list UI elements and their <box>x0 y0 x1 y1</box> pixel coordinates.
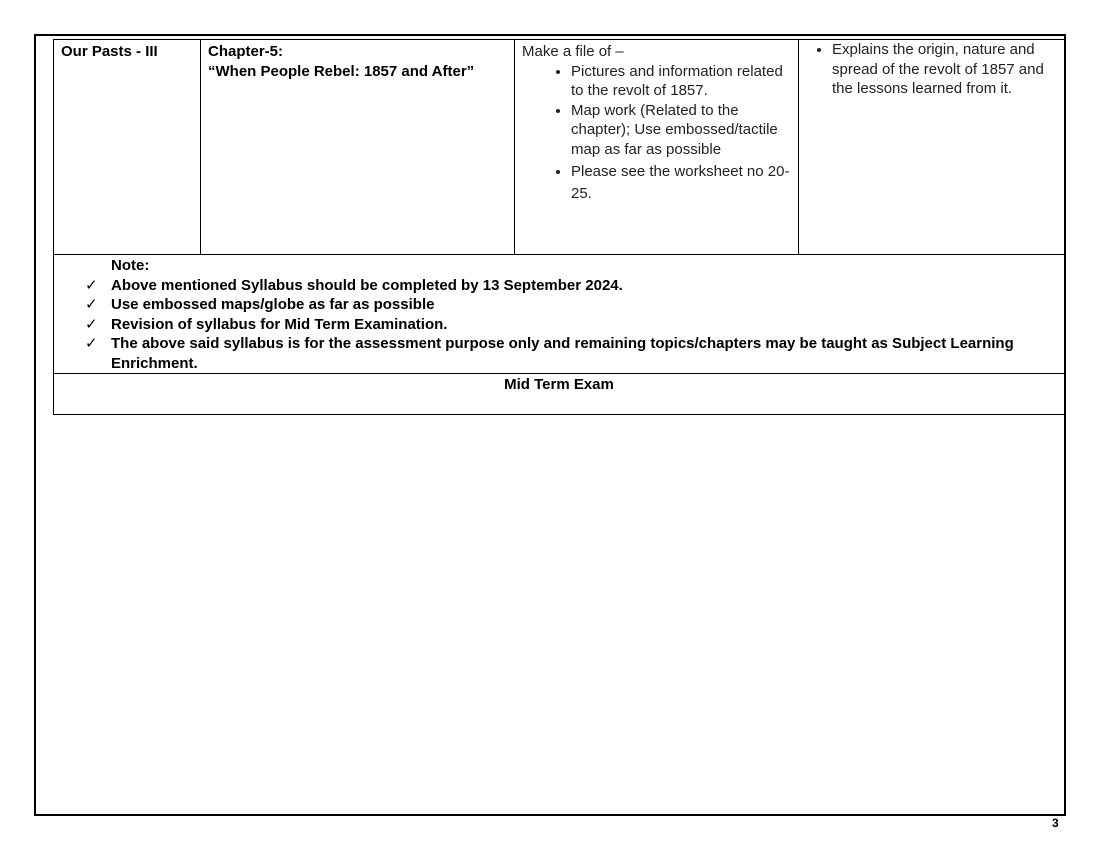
chapter-cell <box>201 40 515 255</box>
note-text: Above mentioned Syllabus should be completed by 13 September 2024. <box>111 276 623 294</box>
exam-row <box>54 374 1065 415</box>
activity-item: • Please see the worksheet no 20-25. <box>571 161 791 205</box>
note-text: The above said syllabus is for the assessment purpose only and remaining topics/chapters may be taught as Subject Learning Enrichment. <box>111 335 1014 372</box>
activity-item: • Pictures and information related to the revolt of 1857. <box>571 62 791 101</box>
chapter-number: Chapter-5: <box>208 43 284 60</box>
note-text: Revision of syllabus for Mid Term Examination. <box>111 315 448 333</box>
objective-cell <box>799 40 1065 255</box>
page-number: 3 <box>1052 816 1059 830</box>
note-title: Note: <box>111 257 150 274</box>
note-item <box>61 276 1057 296</box>
activity-intro: Make a file of – <box>522 43 624 60</box>
activity-item: • Map work (Related to the chapter); Use embossed/tactile map as far as possible <box>571 101 791 160</box>
book-title: Our Pasts - III <box>61 43 158 60</box>
checkmark-icon: ✓ <box>85 296 98 313</box>
note-row <box>54 255 1065 374</box>
syllabus-row <box>54 40 1065 255</box>
objective-list <box>806 40 1057 99</box>
checkmark-icon: ✓ <box>85 276 98 294</box>
chapter-title: “When People Rebel: 1857 and After” <box>208 62 475 80</box>
book-cell <box>54 40 201 255</box>
exam-label: Mid Term Exam <box>54 374 1065 415</box>
checkmark-icon: ✓ <box>85 315 98 333</box>
note-item <box>61 295 1057 315</box>
activity-list <box>522 62 791 206</box>
syllabus-table <box>53 39 1065 415</box>
activity-cell <box>515 40 799 255</box>
note-text: Use embossed maps/globe as far as possible <box>111 296 435 313</box>
note-item <box>61 315 1057 335</box>
checkmark-icon: ✓ <box>85 335 98 352</box>
objective-item: • Explains the origin, nature and spread of the revolt of 1857 and the lessons learned from it. <box>832 40 1057 99</box>
note-list <box>61 276 1057 374</box>
note-cell <box>54 255 1065 374</box>
note-item <box>61 334 1057 373</box>
